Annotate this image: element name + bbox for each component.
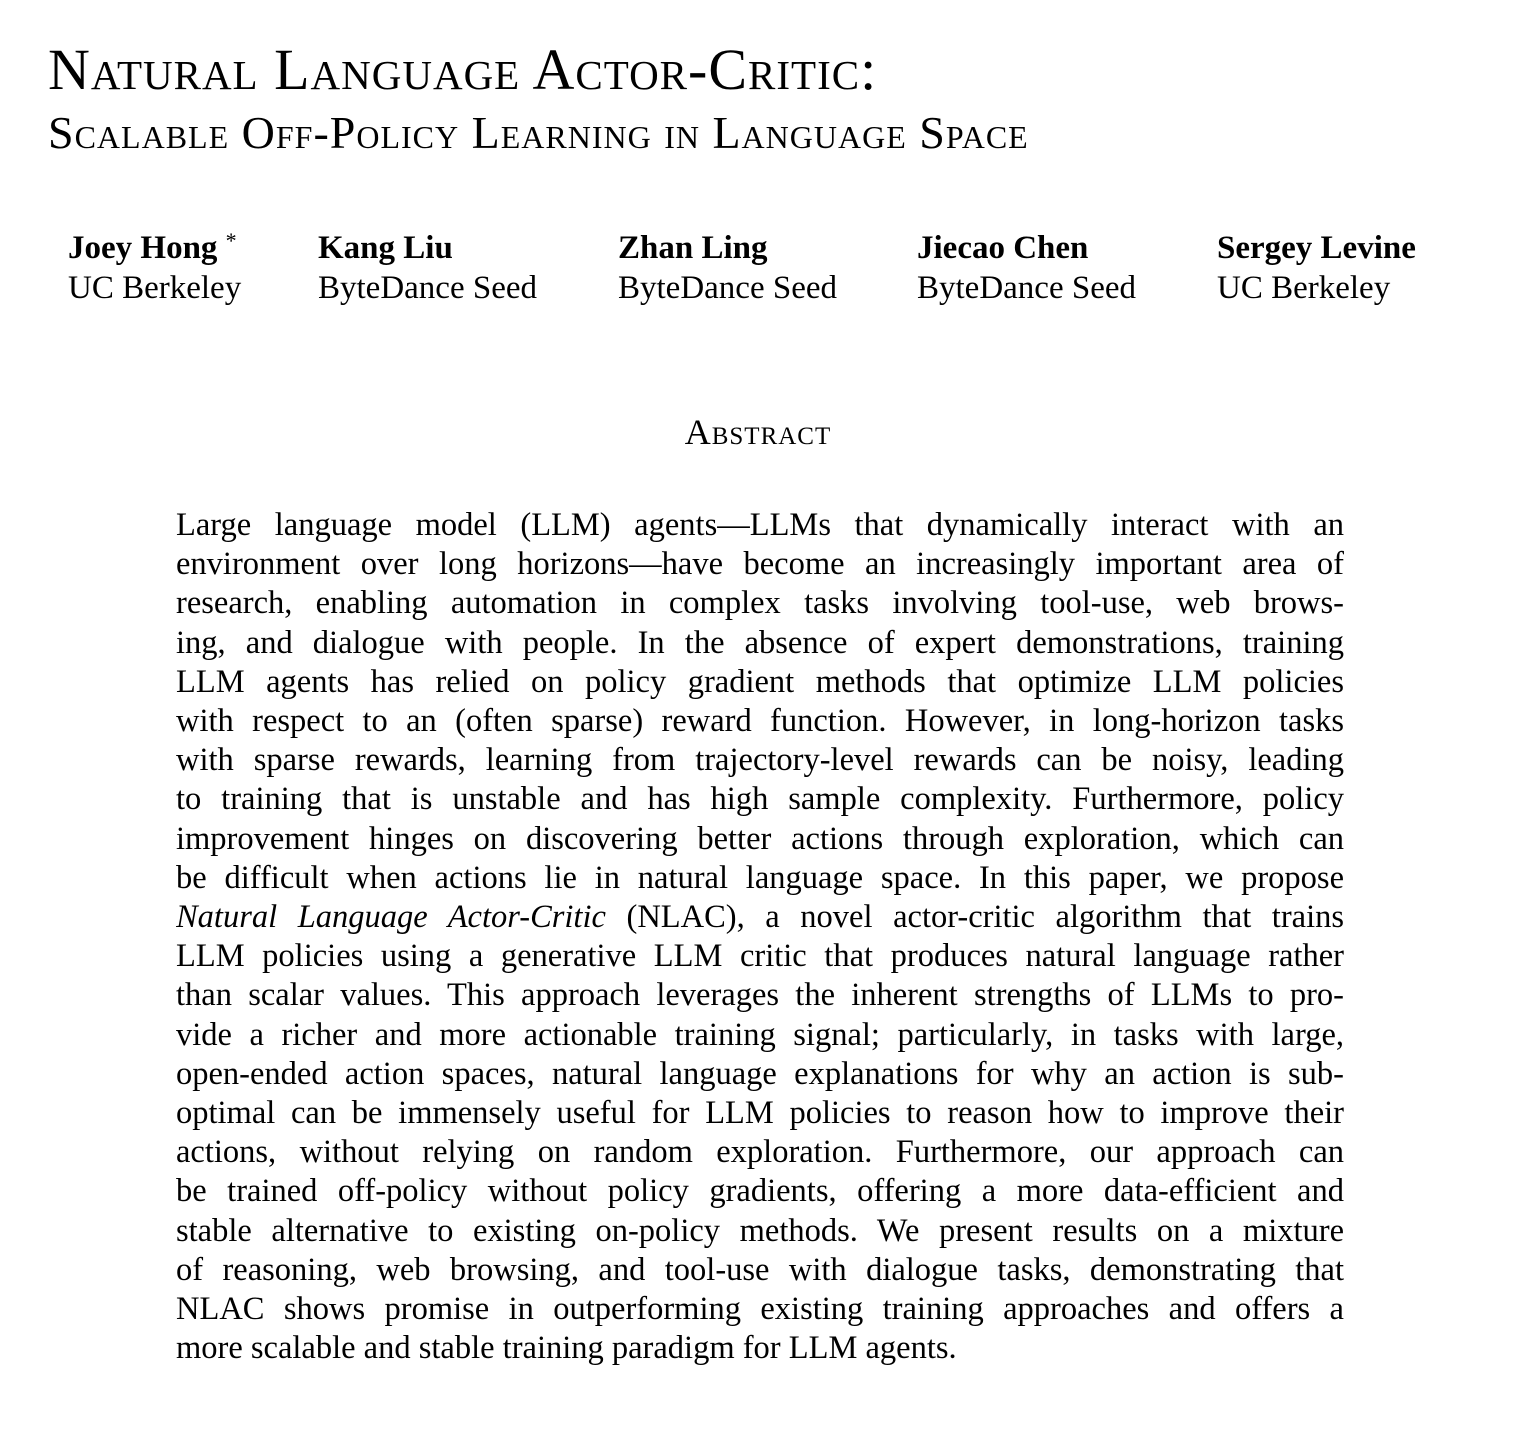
abstract-line: vide a richer and more actionable training signal; particularly, in tasks with large, (176, 1016, 1344, 1053)
author-block (68, 228, 241, 308)
abstract-line: be trained off-policy without policy gradients, offering a more data-efficient and (176, 1173, 1344, 1210)
author-name: Kang Liu (318, 230, 453, 266)
abstract-line: be difficult when actions lie in natural language space. In this paper, we propose (176, 859, 1344, 896)
abstract-line: than scalar values. This approach leverages the inherent strengths of LLMs to pro- (176, 977, 1344, 1014)
method-name-italic: Natural Language Actor-Critic (176, 899, 606, 936)
author-affiliation: ByteDance Seed (917, 270, 1136, 306)
abstract-heading: Abstract (684, 412, 832, 452)
abstract-body (176, 506, 1344, 1368)
author-block (1217, 228, 1416, 308)
abstract-line: NLAC shows promise in outperforming existing training approaches and offers a (176, 1291, 1344, 1328)
author-block (917, 228, 1136, 308)
abstract-line: optimal can be immensely useful for LLM policies to reason how to improve their (176, 1095, 1344, 1132)
abstract-line: to training that is unstable and has high sample complexity. Furthermore, policy (176, 781, 1344, 818)
author-affiliation: ByteDance Seed (618, 270, 837, 306)
author-name: Sergey Levine (1217, 230, 1416, 266)
paper-title-line2: Scalable Off-Policy Learning in Language Space (48, 107, 1029, 158)
abstract-line: LLM agents has relied on policy gradient methods that optimize LLM policies (176, 663, 1344, 700)
author-name: Joey Hong * (68, 228, 237, 266)
author-block (318, 228, 537, 308)
author-name: Jiecao Chen (917, 230, 1089, 266)
abstract-line: of reasoning, web browsing, and tool-use with dialogue tasks, demonstrating that (176, 1251, 1344, 1288)
author-affiliation: ByteDance Seed (318, 270, 537, 306)
abstract-line: open-ended action spaces, natural language explanations for why an action is sub- (176, 1055, 1344, 1092)
abstract-line: more scalable and stable training paradigm for LLM agents. (176, 1330, 957, 1367)
abstract-line-rest: (NLAC), a novel actor-critic algorithm that trains (605, 899, 1344, 936)
abstract-line: with sparse rewards, learning from trajectory-level rewards can be noisy, leading (176, 742, 1344, 779)
abstract-line: LLM policies using a generative LLM critic that produces natural language rather (176, 938, 1344, 975)
author-footnote-mark: * (225, 228, 237, 253)
author-affiliation: UC Berkeley (68, 270, 242, 306)
abstract-line: actions, without relying on random exploration. Furthermore, our approach can (176, 1134, 1344, 1171)
abstract-line: with respect to an (often sparse) reward function. However, in long-horizon tasks (176, 703, 1344, 740)
abstract-line: improvement hinges on discovering better actions through exploration, which can (176, 820, 1344, 857)
abstract-line-method (176, 898, 1344, 937)
abstract-line: environment over long horizons—have become an increasingly important area of (176, 546, 1344, 583)
abstract-line: research, enabling automation in complex tasks involving tool-use, web brows- (176, 585, 1344, 622)
author-block (618, 228, 837, 308)
abstract-line: stable alternative to existing on-policy methods. We present results on a mixture (176, 1212, 1344, 1249)
paper-title-line1: Natural Language Actor-Critic: (48, 37, 878, 102)
abstract-line: Large language model (LLM) agents—LLMs that dynamically interact with an (176, 507, 1344, 543)
abstract-line: ing, and dialogue with people. In the absence of expert demonstrations, training (176, 624, 1344, 661)
author-affiliation: UC Berkeley (1217, 270, 1391, 306)
author-name: Zhan Ling (618, 230, 768, 266)
